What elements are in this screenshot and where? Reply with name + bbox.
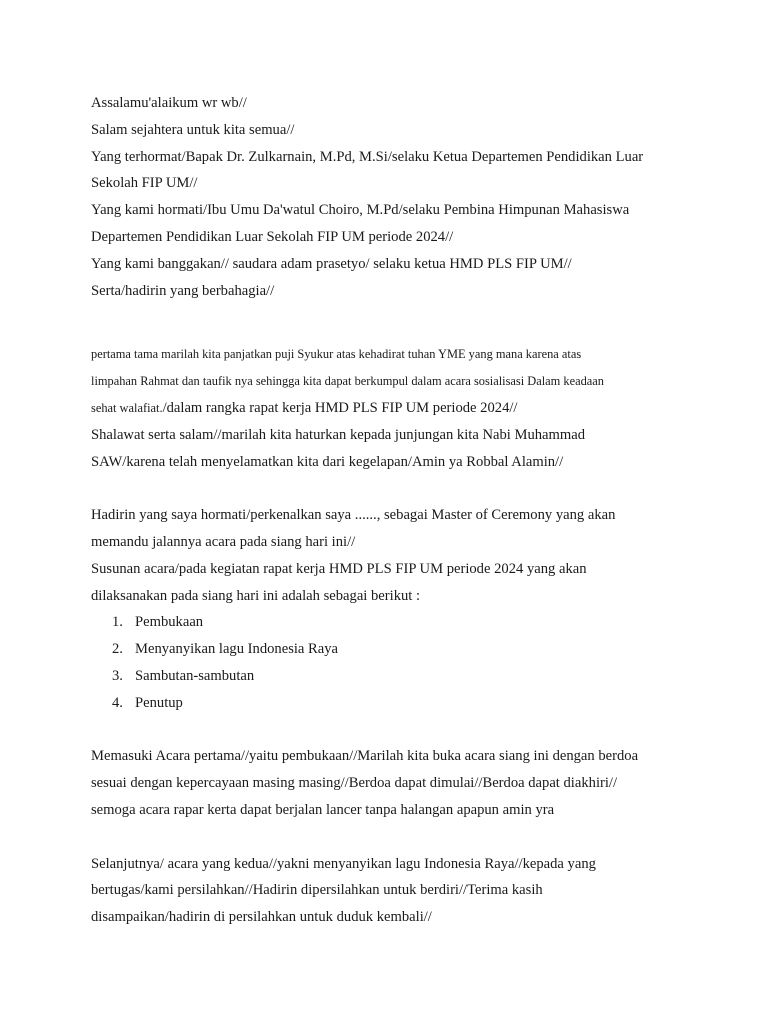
list-item-number: 1.: [112, 614, 123, 631]
opening-line: pertama tama marilah kita panjatkan puji Syukur atas kehadirat tuhan YME yang mana karena atas: [91, 347, 582, 362]
second-event-line: Selanjutnya/ acara yang kedua//yakni menyanyikan lagu Indonesia Raya//kepada yang: [91, 855, 596, 872]
introduction-line: dilaksanakan pada siang hari ini adalah sebagai berikut :: [91, 587, 421, 604]
greeting-line: Assalamu'alaikum wr wb//: [91, 95, 247, 111]
opening-line-small-part: sehat walafiat.: [91, 400, 163, 415]
paragraph-spacer: [91, 717, 681, 744]
introduction-section: [91, 502, 681, 609]
opening-line: [91, 395, 681, 422]
introduction-line: Hadirin yang saya hormati/perkenalkan saya ......, sebagai Master of Ceremony yang akan: [91, 507, 616, 524]
opening-section: [91, 341, 681, 475]
introduction-line: Susunan acara/pada kegiatan rapat kerja HMD PLS FIP UM periode 2024 yang akan: [91, 560, 587, 577]
paragraph-spacer: [91, 475, 681, 502]
agenda-list: [91, 609, 681, 716]
opening-line: limpahan Rahmat dan taufik nya sehingga kita dapat berkumpul dalam acara sosialisasi Dalam keadaan: [91, 374, 605, 389]
list-item: [91, 690, 681, 717]
greeting-section: [91, 90, 681, 304]
first-event-line: semoga acara rapar kerta dapat berjalan lancer tanpa halangan apapun amin yra: [91, 801, 555, 818]
list-item: [91, 609, 681, 636]
first-event-line: sesuai dengan kepercayaan masing masing//Berdoa dapat dimulai//Berdoa dapat diakhiri//: [91, 775, 618, 792]
greeting-line: Yang terhormat/Bapak Dr. Zulkarnain, M.Pd, M.Si/selaku Ketua Departemen Pendidikan Luar: [91, 148, 644, 165]
second-event-line: bertugas/kami persilahkan//Hadirin dipersilahkan untuk berdiri//Terima kasih: [91, 882, 543, 899]
list-item: [91, 663, 681, 690]
greeting-line: Yang kami hormati/Ibu Umu Da'watul Choiro, M.Pd/selaku Pembina Himpunan Mahasiswa: [91, 202, 630, 219]
list-item-number: 3.: [112, 667, 123, 684]
greeting-line: Yang kami banggakan// saudara adam prasetyo/ selaku ketua HMD PLS FIP UM//: [91, 255, 572, 272]
list-item: [91, 636, 681, 663]
opening-line-rest: /dalam rangka rapat kerja HMD PLS FIP UM periode 2024//: [162, 399, 518, 416]
paragraph-spacer: [91, 304, 681, 341]
list-item-number: 2.: [112, 641, 123, 658]
list-item-label: Penutup: [135, 694, 183, 711]
greeting-line: Serta/hadirin yang berbahagia//: [91, 282, 275, 299]
second-event-section: [91, 851, 681, 931]
opening-line: Shalawat serta salam//marilah kita haturkan kepada junjungan kita Nabi Muhammad: [91, 426, 586, 443]
first-event-line: Memasuki Acara pertama//yaitu pembukaan//Marilah kita buka acara siang ini dengan berdoa: [91, 748, 639, 765]
list-item-number: 4.: [112, 694, 123, 711]
list-item-label: Pembukaan: [135, 614, 204, 631]
paragraph-spacer: [91, 824, 681, 851]
opening-line: SAW/karena telah menyelamatkan kita dari kegelapan/Amin ya Robbal Alamin//: [91, 453, 564, 470]
first-event-section: [91, 743, 681, 823]
greeting-line: Departemen Pendidikan Luar Sekolah FIP UM periode 2024//: [91, 228, 454, 245]
list-item-label: Menyanyikan lagu Indonesia Raya: [135, 641, 339, 658]
greeting-line: Salam sejahtera untuk kita semua//: [91, 121, 295, 138]
list-item-label: Sambutan-sambutan: [135, 667, 255, 684]
greeting-line: Sekolah FIP UM//: [91, 175, 198, 192]
second-event-line: disampaikan/hadirin di persilahkan untuk duduk kembali//: [91, 909, 432, 926]
document-page: [91, 90, 681, 931]
introduction-line: memandu jalannya acara pada siang hari ini//: [91, 533, 356, 550]
